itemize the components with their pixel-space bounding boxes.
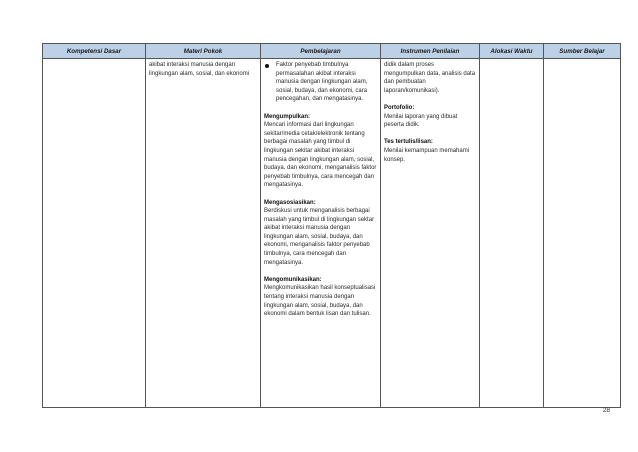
header-kompetensi-dasar: Kompetensi Dasar	[43, 44, 146, 59]
tes-text: Menilai kemampuan memahami konsep.	[384, 147, 470, 163]
lesson-plan-table	[42, 43, 621, 408]
cell-sumber-belajar	[544, 59, 621, 408]
assessment-tes	[384, 138, 476, 164]
cell-instrumen-penilaian	[381, 59, 480, 408]
assessment-intro: didik dalam proses mengumpulkan data, analisis data dan pembuatan laporan/komunikasi).	[384, 62, 476, 94]
header-materi-pokok: Materi Pokok	[146, 44, 261, 59]
section-mengumpulkan	[264, 113, 377, 190]
tes-heading: Tes tertulis/lisan:	[384, 139, 433, 146]
section-text: Mengkomunikasikan hasil konseptualisasi tentang interaksi manusia dengan lingkungan alam, sosial, budaya, dan ekonomi dalam bentuk lisan dan tulisan.	[264, 285, 376, 318]
bullet-list-item	[264, 61, 377, 104]
cell-alokasi-waktu	[480, 59, 544, 408]
cell-materi-pokok: akibat interaksi manusia dengan lingkungan alam, sosial, dan ekonomi	[146, 59, 261, 408]
section-heading: Mengasosiasikan:	[264, 199, 316, 206]
section-text: Berdiskusi untuk menganalisis berbagai masalah yang timbul di lingkungan sektar akibat interaksi manusia dengan lingkungan alam, sosial, budaya, dan ekonomi, menganalisis faktor penyebab timbulnya, cara mencegah dan mengatasinya.	[264, 208, 375, 266]
header-sumber-belajar: Sumber Belajar	[544, 44, 621, 59]
section-text: Mencari informasi dari lingkungan sekitar/media cetak/elektronik tentang berbagai masalah yang timbul di lingkungan sekitar akibat interaksi manusia dengan lingkungan alam, sosial, budaya, dan ekonomi, menganalisis faktor penyebab timbulnya, cara mencegah dan mengatasinya.	[264, 122, 377, 189]
assessment-portofolio	[384, 104, 476, 130]
header-instrumen-penilaian: Instrumen Penilaian	[381, 44, 480, 59]
section-heading: Mengumpulkan:	[264, 113, 310, 120]
section-mengomunikasikan	[264, 276, 377, 319]
header-alokasi-waktu: Alokasi Waktu	[480, 44, 544, 59]
bullet-text: Faktor penyebab timbulnya permasalahan akibat interaksi manusia dengan lingkungan alam, sosial, budaya, dan ekonomi, cara pencegahan, dan mengatasinya.	[276, 62, 368, 103]
cell-pembelajaran	[261, 59, 381, 408]
section-mengasosiasikan	[264, 199, 377, 268]
table-header-row	[43, 44, 621, 59]
page-number: 28	[602, 407, 610, 414]
cell-kompetensi-dasar	[43, 59, 146, 408]
header-pembelajaran: Pembelajaran	[261, 44, 381, 59]
portofolio-heading: Portofolio:	[384, 104, 415, 111]
portofolio-text: Menilai laporan yang dibuat peserta didik.	[384, 113, 458, 129]
section-heading: Mengomunikasikan:	[264, 276, 322, 283]
table-row	[43, 59, 621, 408]
bullet-icon	[265, 64, 269, 68]
